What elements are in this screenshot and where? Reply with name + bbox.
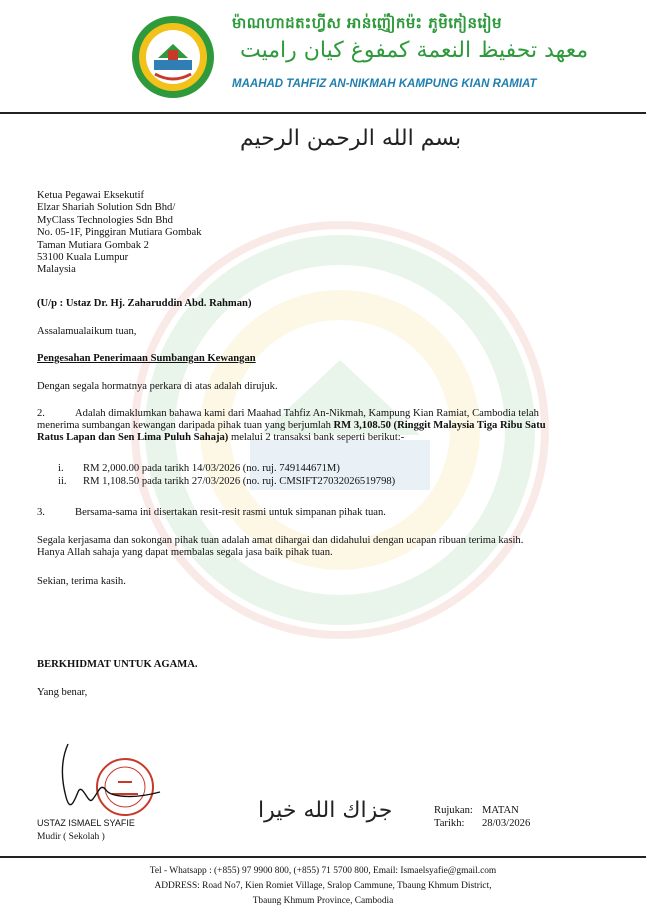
intro-paragraph: Dengan segala hormatnya perkara di atas adalah dirujuk. xyxy=(37,381,278,392)
recipient-address xyxy=(37,190,202,277)
address-line: MyClass Technologies Sdn Bhd xyxy=(37,214,173,226)
address-line: Ketua Pegawai Eksekutif xyxy=(37,190,145,201)
donation-amount: RM 3,108.50 (Ringgit Malaysia Tiga Ribu Satu xyxy=(333,420,546,431)
jazak-calligraphy: جزاك الله خيرا xyxy=(258,798,393,823)
school-logo xyxy=(130,14,216,100)
para2-line1: Adalah dimaklumkan bahawa kami dari Maahad Tahfiz An-Nikmah, Kampung Kian Ramiat, Cambodia telah xyxy=(75,408,539,419)
transaction-item: RM 1,108.50 pada tarikh 27/03/2026 (no. ruj. CMSIFT27032026519798) xyxy=(83,476,396,487)
para2-number: 2. xyxy=(37,408,45,419)
letterhead-latin-name: MAAHAD TAHFIZ AN-NIKMAH KAMPUNG KIAN RAMIAT xyxy=(232,78,537,90)
footer-contact: Tel - Whatsapp : (+855) 97 9900 800, (+855) 71 5700 800, Email: Ismaelsyafie@gmail.com xyxy=(149,866,497,876)
donation-amount-words: Ratus Lapan dan Sen Lima Puluh Sahaja) xyxy=(37,432,229,443)
address-line: No. 05-1F, Pinggiran Mutiara Gombak xyxy=(37,227,202,239)
address-line: Taman Mutiara Gombak 2 xyxy=(37,239,149,251)
signatory-name: USTAZ ISMAEL SYAFIE xyxy=(37,818,135,828)
para3-text: Bersama-sama ini disertakan resit-resit rasmi untuk simpanan pihak tuan. xyxy=(75,507,386,518)
date-label: Tarikh: xyxy=(434,818,465,829)
letterhead-arabic-name: معهد تحفيظ النعمة كمفوغ كيان راميت xyxy=(240,38,589,63)
header-divider xyxy=(0,112,646,114)
para2-text: menerima sumbangan kewangan daripada pihak tuan yang berjumlah xyxy=(37,420,334,431)
attention-line: (U/p : Ustaz Dr. Hj. Zaharuddin Abd. Rahman) xyxy=(37,298,252,309)
sign-off: Yang benar, xyxy=(37,687,88,698)
para2-line2 xyxy=(37,420,546,432)
address-line: Malaysia xyxy=(37,264,76,276)
address-line: 53100 Kuala Lumpur xyxy=(37,252,129,264)
para4-line1: Segala kerjasama dan sokongan pihak tuan adalah amat dihargai dan didahului dengan ucapan ribuan terima kasih. xyxy=(37,535,524,546)
reference-value: MATAN xyxy=(482,805,519,816)
footer-address-line2: Tbaung Khmum Province, Cambodia xyxy=(252,896,394,906)
para3-number: 3. xyxy=(37,507,45,518)
footer-divider xyxy=(0,856,646,858)
address-line: Elzar Shariah Solution Sdn Bhd/ xyxy=(37,202,176,214)
greeting: Assalamualaikum tuan, xyxy=(37,326,137,337)
basmala-calligraphy: بسم الله الرحمن الرحيم xyxy=(240,126,462,151)
reference-label: Rujukan: xyxy=(434,805,473,816)
footer-address-line1: ADDRESS: Road No7, Kien Romiet Village, Sralop Cammune, Tbaung Khmum District, xyxy=(154,881,492,891)
item-number: ii. xyxy=(58,476,67,487)
closing-line: Sekian, terima kasih. xyxy=(37,576,126,587)
letterhead-khmer-name: ម៉ាណហាដតះហ្វីស អាន់ញ៉ៀកម៉ះ ភូមិកៀនរៀម xyxy=(232,14,503,32)
para4-line2: Hanya Allah sahaja yang dapat membalas segala jasa baik pihak tuan. xyxy=(37,547,333,558)
para2-text: melalui 2 transaksi bank seperti berikut:- xyxy=(228,432,405,443)
transaction-item: RM 2,000.00 pada tarikh 14/03/2026 (no. ruj. 749144671M) xyxy=(83,463,340,474)
date-value: 28/03/2026 xyxy=(482,818,531,829)
para2-line3 xyxy=(37,432,404,444)
signatory-title: Mudir ( Sekolah ) xyxy=(37,832,105,842)
item-number: i. xyxy=(58,463,64,474)
subject-line: Pengesahan Penerimaan Sumbangan Kewangan xyxy=(37,353,256,364)
motto: BERKHIDMAT UNTUK AGAMA. xyxy=(37,659,198,670)
signature-stamp xyxy=(40,742,170,822)
